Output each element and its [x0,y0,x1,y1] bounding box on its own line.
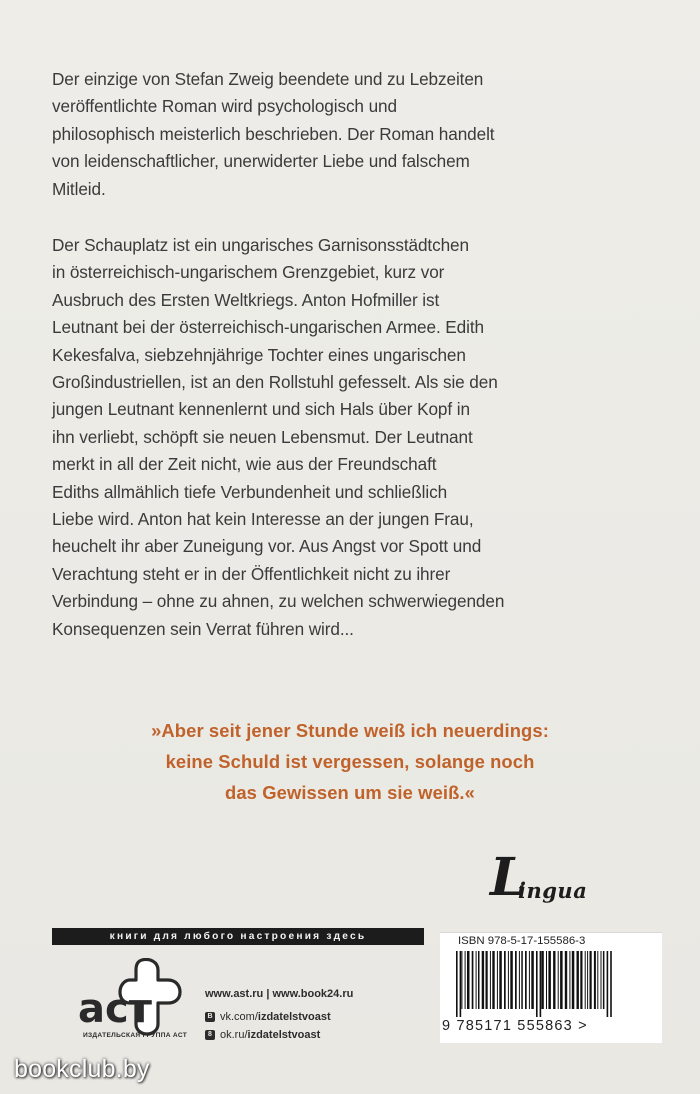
text-line: jungen Leutnant kennenlernt und sich Hals über Kopf in [52,399,470,420]
barcode-bar [482,951,484,1009]
text-line: philosophisch meisterlich beschrieben. Der Roman handelt [52,123,495,144]
barcode-bar [492,951,494,1009]
barcode-bar [499,951,502,1009]
barcode-guard-bar [540,951,542,1017]
barcode-bar [541,951,543,1009]
text-line: heuchelt ihr aber Zuneigung vor. Aus Angst vor Spott und [52,536,482,557]
text-line: Liebe wird. Anton hat kein Interesse an der jungen Frau, [52,509,474,530]
barcode-bar [580,951,582,1009]
text-line: Großindustriellen, ist an den Rollstuhl gefesselt. Als sie den [52,372,498,393]
barcode-bar [476,951,477,1009]
text-line: Der einzige von Stefan Zweig beendete und zu Lebzeiten [52,69,484,89]
barcode-bar [461,951,462,1009]
vk-icon: B [205,1012,215,1022]
barcode-guard-bar [460,951,462,1017]
description-paragraph-2 [52,232,652,643]
text-line: Der Schauplatz ist ein ungarisches Garnisonsstädtchen [52,235,469,255]
text-line: in österreichisch-ungarischem Grenzgebiet, kurz vor [52,262,445,283]
barcode [452,951,652,1017]
text-line: merkt in all der Zeit nicht, wie aus der Freundschaft [52,454,437,475]
featured-quote [0,715,700,808]
barcode-bar [472,951,474,1009]
barcode-bar [515,951,517,1009]
barcode-bar [585,951,586,1009]
text-line: Verachtung steht er in der Öffentlichkeit nicht zu ihrer [52,563,451,584]
isbn-number: ISBN 978-5-17-155586-3 [458,935,586,947]
barcode-bar [546,951,547,1009]
text-line: Leutnant bei der österreichisch-ungarischen Armee. Edith [52,317,484,338]
barcode-guard-bar [456,951,458,1017]
vk-link[interactable] [205,1010,353,1024]
ast-publisher-logo [70,958,200,1038]
barcode-bar [531,951,534,1009]
text-line: Ediths allmählich tiefe Verbundenheit und schließlich [52,481,448,502]
barcode-bar [529,951,530,1009]
barcode-bar [504,951,506,1009]
description-paragraph-1 [52,66,652,203]
barcode-bar [558,951,559,1009]
text-line: Kekesfalva, siebzehnjährige Tochter eines ungarischen [52,344,466,365]
barcode-bar [577,951,579,1009]
barcode-bar [465,951,466,1009]
ok-link[interactable] [205,1028,353,1042]
lingua-logo-initial: L [490,847,527,908]
text-line: von leidenschaftlicher, unerwiderter Liebe und falschem [52,151,470,172]
barcode-bar [587,951,588,1009]
quote-line: »Aber seit jener Stunde weiß ich neuerdings: [151,720,549,741]
barcode-bar [525,951,527,1009]
barcode-bar [572,951,575,1009]
barcode-bar [510,951,513,1009]
barcode-bar [521,951,523,1009]
barcode-bar [565,951,567,1009]
barcode-bar [490,951,491,1009]
slogan-bar: книги для любого настроения здесь [52,928,424,945]
barcode-digits: 9 785171 555863 > [442,1018,588,1034]
barcode-bar [569,951,570,1009]
text-line: Konsequenzen sein Verrat führen wird... [52,618,354,639]
barcode-bar [486,951,488,1009]
barcode-guard-bar [607,951,609,1017]
barcode-bar [519,951,520,1009]
quote-line: das Gewissen um sie weiß.« [225,782,475,803]
website-links[interactable]: www.ast.ru | www.book24.ru [205,988,354,1000]
text-line: Verbindung – ohne zu ahnen, zu welchen schwerwiegenden [52,591,505,612]
ast-logo-text: аст [78,986,152,1032]
text-line: veröffentlichte Roman wird psychologisch und [52,96,397,117]
barcode-bar [553,951,555,1009]
lingua-imprint-logo [490,847,600,916]
vk-link-text: vk.com/izdatelstvoast [220,1011,331,1023]
barcode-bar [597,951,598,1009]
barcode-bar [560,951,563,1009]
quote-line: keine Schuld ist vergessen, solange noch [165,751,535,772]
barcode-guard-bar [536,951,538,1017]
barcode-bar [478,951,480,1009]
ast-caption: ИЗДАТЕЛЬСКАЯ ГРУППА АСТ [82,1032,188,1039]
text-line: Mitleid. [52,178,106,199]
barcode-bar [601,951,602,1009]
barcode-bar [467,951,470,1009]
barcode-bar [594,951,596,1009]
ok-link-text: ok.ru/izdatelstvoast [220,1029,321,1041]
ok-icon: 8 [205,1030,215,1040]
barcode-bar [590,951,592,1009]
barcode-bar [508,951,509,1009]
barcode-guard-bar [610,951,612,1017]
barcode-bar [548,951,551,1009]
text-line: Ausbruch des Ersten Weltkriegs. Anton Hofmiller ist [52,289,440,310]
lingua-logo-rest: ingua [518,878,588,903]
barcode-bar [497,951,498,1009]
barcode-bar [603,951,605,1009]
publisher-links [205,988,353,1046]
text-line: ihn verliebt, schöpft sie neuen Lebensmut. Der Leutnant [52,426,473,447]
bookclub-watermark: bookclub.by [14,1055,150,1083]
